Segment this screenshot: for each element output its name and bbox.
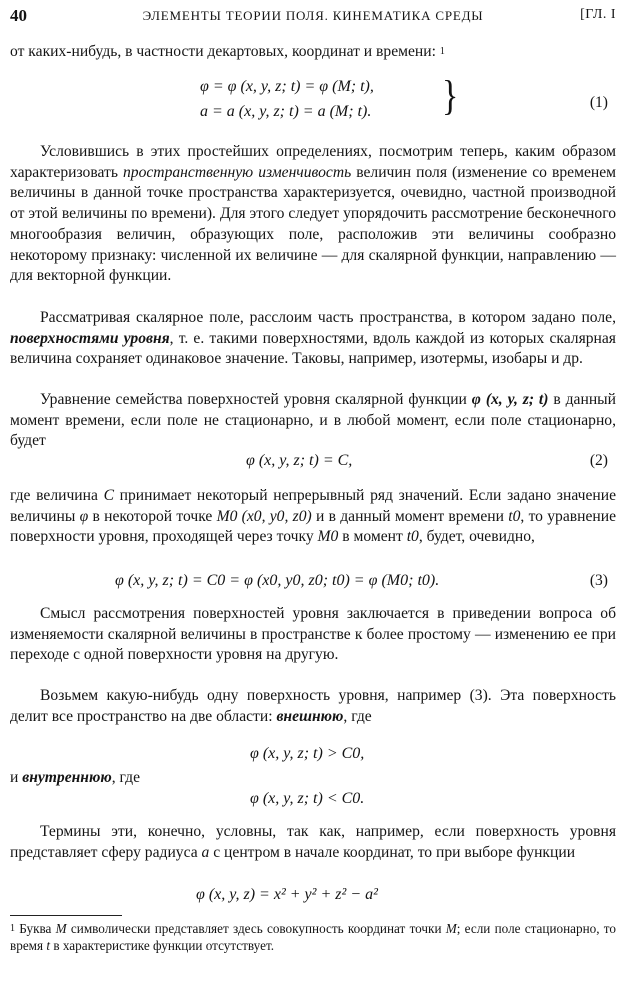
paragraph-6	[10, 686, 616, 727]
p4-text-e: , то уравнение поверхности уровня, проходящей через точку	[10, 507, 617, 546]
p2-text-b: , т. е. такими поверхностями, вдоль каждой из которых скалярная величина сохраняет одинаковое значение. Таковы, например, изотермы, изобары и др.	[10, 329, 616, 368]
p6-emphasis: внешнюю	[276, 707, 344, 725]
p4-M0b: M0	[317, 528, 339, 546]
p4-M0: M0 (x0, y0, z0)	[216, 507, 312, 525]
p4-t0: t0	[508, 507, 521, 525]
p3-text-a: Уравнение семейства поверхностей уровня скалярной функции	[40, 391, 472, 408]
p4-text-g: , будет, очевидно,	[418, 528, 535, 546]
paragraph-5: Смысл рассмотрения поверхностей уровня заключается в приведении вопроса об изменяемости скалярной величины в пространстве к более простому — изменению ее при переходе с одной поверхности уровня на другую.	[10, 605, 616, 664]
equation-4: φ (x, y, z) = x² + y² + z² − a²	[196, 886, 378, 903]
equation-1-number: (1)	[589, 94, 608, 111]
equation-1-line-2: a = a (x, y, z; t) = a (M; t).	[200, 103, 372, 120]
page-number: 40	[10, 6, 27, 25]
p3-formula: φ (x, y, z; t)	[471, 391, 549, 408]
p4-t0b: t0	[406, 528, 419, 546]
inequality-inner: φ (x, y, z; t) < C0.	[250, 790, 365, 807]
p4-text-b: принимает некоторый непрерывный ряд значений. Если задано значение величины	[10, 487, 616, 525]
p6-text-b: , где	[343, 707, 372, 725]
p2-text-a: Рассматривая скалярное поле, расслоим часть пространства, в котором задано поле,	[40, 309, 616, 326]
p4-text-d: и в данный момент времени	[311, 507, 509, 525]
footnote-rule	[10, 915, 122, 916]
intro-text: от каких-нибудь, в частности декартовых, координат и времени:	[10, 43, 436, 60]
p6-text-a: Возьмем какую-нибудь одну поверхность уровня, например (3). Эта поверхность делит все пространство на две области:	[10, 687, 616, 725]
footnote	[10, 921, 616, 954]
footnote-mark: 1	[439, 46, 445, 57]
footnote-M2: M	[445, 921, 457, 936]
running-header	[10, 6, 616, 28]
equation-2: φ (x, y, z; t) = C,	[246, 452, 353, 469]
chapter-label: [ГЛ. I	[580, 7, 616, 22]
p7-emphasis: внутреннюю	[22, 769, 112, 786]
intro-line	[10, 42, 616, 63]
footnote-text-a: Буква	[15, 921, 56, 936]
p8-text-a: Термины эти, конечно, условны, так как, например, если поверхность уровня представляет сферу радиуса	[10, 823, 616, 861]
p8-radius: a	[201, 843, 210, 861]
running-title: ЭЛЕМЕНТЫ ТЕОРИИ ПОЛЯ. КИНЕМАТИКА СРЕДЫ	[142, 8, 484, 23]
equation-1-line-1: φ = φ (x, y, z; t) = φ (M; t),	[200, 78, 374, 95]
book-page	[10, 0, 616, 986]
p4-text-a: где величина	[10, 487, 104, 504]
paragraph-4	[10, 486, 616, 548]
right-brace: }	[442, 73, 459, 120]
paragraph-1	[10, 142, 616, 287]
p2-emphasis: поверхностями уровня	[10, 329, 170, 347]
p3-text-b: в данный момент времени, если поле не стационарно, и в любой момент, если поле стационарно, будет	[10, 391, 616, 450]
p4-phi: φ	[79, 507, 89, 525]
p7-text-a: и	[10, 769, 23, 786]
footnote-text-c: ; если поле стационарно, то время	[10, 921, 616, 953]
p1-emphasis: пространственную изменчивость	[123, 163, 352, 181]
equation-2-number: (2)	[589, 452, 608, 469]
paragraph-8	[10, 822, 616, 863]
footnote-t: t	[46, 937, 51, 953]
p1-text-b: величин поля (изменение со временем величины в данной точке пространства характеризуется, очевидно, частной производной от этой величины по времени). Для этого следует упорядочить рассмотрение бесконечного многообразия величин, образующих поле, расположив эти величины сообразно некоторому признаку: численной их величине — для скалярной функции, направлению — для векторной функции.	[10, 163, 617, 285]
paragraph-2	[10, 308, 616, 370]
p1-text-a: Условившись в этих простейших определениях, посмотрим теперь, каким образом характеризовать	[10, 143, 616, 181]
footnote-M: M	[55, 921, 67, 936]
p4-text-f: в момент	[338, 528, 407, 546]
footnote-text-b: символически представляет здесь совокупность координат точки	[66, 921, 446, 936]
p4-text-c: в некоторой точке	[88, 507, 217, 525]
paragraph-7	[10, 768, 616, 789]
p8-text-b: с центром в начале координат, то при выборе функции	[209, 843, 576, 861]
footnote-text-d: в характеристике функции отсутствует.	[50, 937, 275, 953]
inequality-outer: φ (x, y, z; t) > C0,	[250, 745, 365, 762]
footnote-number: 1	[10, 923, 15, 934]
p4-C: C	[103, 487, 114, 504]
paragraph-3	[10, 390, 616, 452]
equation-3: φ (x, y, z; t) = C0 = φ (x0, y0, z0; t0) = φ (M0; t0).	[115, 572, 440, 589]
equation-3-number: (3)	[589, 572, 608, 589]
p7-text-b: , где	[111, 769, 141, 786]
